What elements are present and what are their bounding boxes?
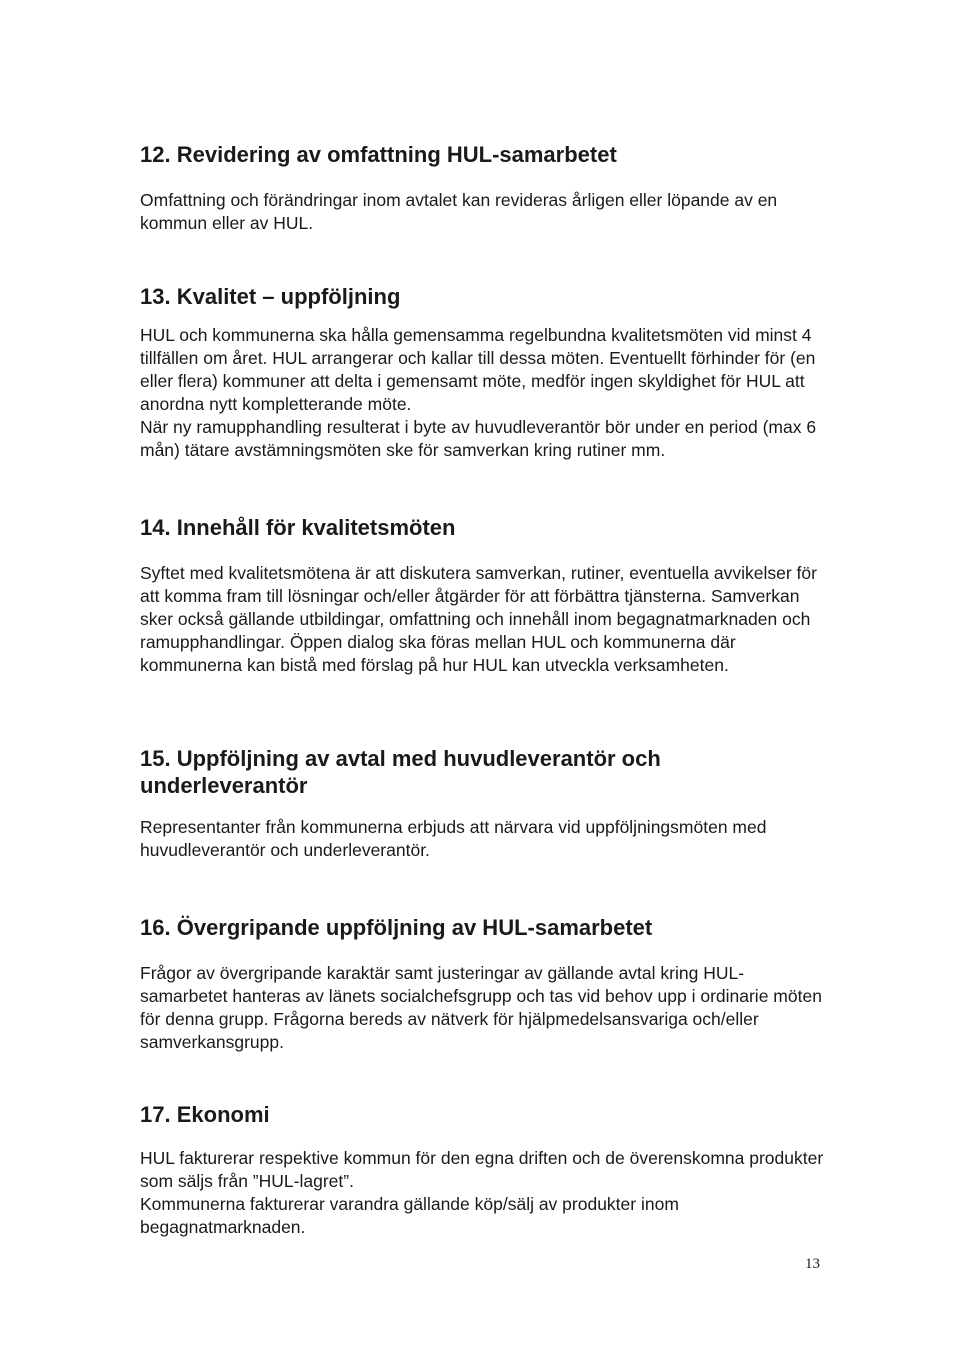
- section-13: [140, 283, 830, 462]
- section-heading: [140, 914, 830, 941]
- section-17: [140, 1101, 830, 1239]
- page-number: 13: [805, 1256, 820, 1272]
- section-heading: [140, 514, 830, 541]
- section-15: [140, 745, 780, 862]
- section-paragraph: När ny ramupphandling resulterat i byte av huvudleverantör bör under en period (max 6 mån) tätare avstämningsmöten ske för samverkan kring rutiner mm.: [140, 417, 817, 460]
- section-heading: [140, 283, 830, 310]
- section-heading: [140, 141, 830, 168]
- section-heading: [140, 1101, 830, 1128]
- section-number: 14.: [140, 515, 171, 540]
- section-paragraph: Frågor av övergripande karaktär samt justeringar av gällande avtal kring HUL-samarbetet hanteras av länets socialchefsgrupp och tas vid behov upp i ordinarie möten för denna grupp. Frågorna bereds av nätverk för hjälpmedelsansvariga och/eller samverkansgrupp.: [140, 963, 822, 1052]
- section-paragraph: HUL fakturerar respektive kommun för den egna driften och de överenskomna produkter som säljs från ”HUL-lagret”.: [140, 1148, 824, 1191]
- section-14: [140, 514, 830, 677]
- section-number: 16.: [140, 915, 171, 940]
- section-title: Innehåll för kvalitetsmöten: [176, 515, 456, 540]
- section-number: 12.: [140, 142, 171, 167]
- section-paragraph: HUL och kommunerna ska hålla gemensamma regelbundna kvalitetsmöten vid minst 4 tillfällen om året. HUL arrangerar och kallar till dessa möten. Eventuellt förhinder för (en eller flera) kommuner att delta i gemensamt möte, medför ingen skyldighet för HUL att anordna nytt kompletterande möte.: [140, 325, 816, 414]
- section-paragraph: Syftet med kvalitetsmötena är att diskutera samverkan, rutiner, eventuella avvikelser för att komma fram till lösningar och/eller åtgärder för att förbättra tjänsterna. Samverkan sker också gällande utbildingar, omfattning och innehåll inom begagnatmarknaden och ramupphandlingar. Öppen dialog ska föras mellan HUL och kommunerna där kommunerna kan bistå med förslag på hur HUL kan utveckla verksamheten.: [140, 563, 817, 675]
- section-number: 13.: [140, 284, 171, 309]
- section-paragraph: Kommunerna fakturerar varandra gällande köp/sälj av produkter inom begagnatmarknaden.: [140, 1194, 679, 1237]
- section-title: Ekonomi: [176, 1102, 270, 1127]
- section-title: Kvalitet – uppföljning: [176, 284, 401, 309]
- section-title: Revidering av omfattning HUL-samarbetet: [176, 142, 617, 167]
- section-number: 17.: [140, 1102, 171, 1127]
- section-12: [140, 141, 830, 235]
- section-title: Uppföljning av avtal med huvudleverantör och underleverantör: [140, 746, 661, 798]
- section-paragraph: Omfattning och förändringar inom avtalet kan revideras årligen eller löpande av en kommun eller av HUL.: [140, 190, 778, 233]
- section-heading: [140, 745, 780, 799]
- section-title: Övergripande uppföljning av HUL-samarbetet: [176, 915, 653, 940]
- section-number: 15.: [140, 746, 171, 771]
- section-16: [140, 914, 830, 1054]
- section-paragraph: Representanter från kommunerna erbjuds att närvara vid uppföljningsmöten med huvudleverantör och underleverantör.: [140, 817, 767, 860]
